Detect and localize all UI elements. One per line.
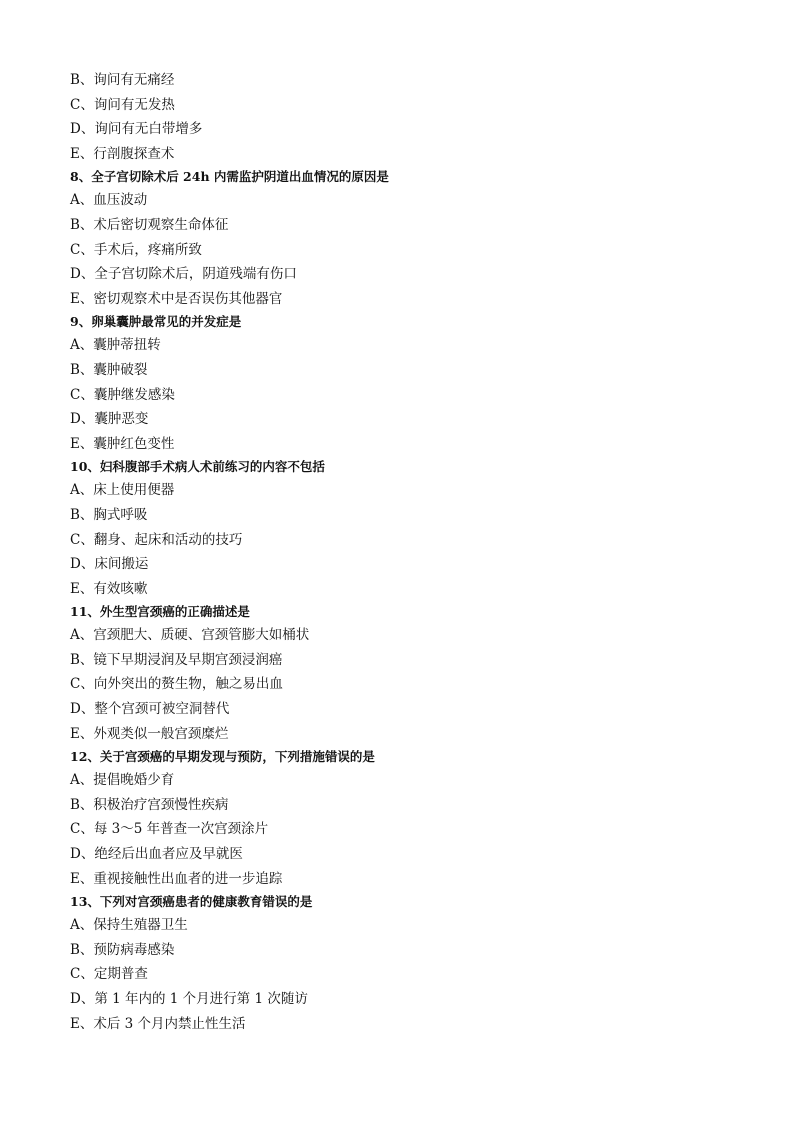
answer-option: A、血压波动 xyxy=(70,192,148,209)
answer-option: C、向外突出的赘生物，触之易出血 xyxy=(70,676,283,693)
answer-option: C、每 3～5 年普查一次宫颈涂片 xyxy=(70,821,269,838)
answer-option: E、外观类似一般宫颈糜烂 xyxy=(70,725,229,742)
question-stem: 8、全子宫切除术后 24h 内需监护阴道出血情况的原因是 xyxy=(70,169,389,185)
answer-option: B、镜下早期浸润及早期宫颈浸润癌 xyxy=(70,651,283,668)
question-stem: 13、下列对宫颈癌患者的健康教育错误的是 xyxy=(70,894,313,910)
answer-option: D、床间搬运 xyxy=(70,556,149,573)
answer-option: C、手术后，疼痛所致 xyxy=(70,241,202,258)
answer-option: D、全子宫切除术后，阴道残端有伤口 xyxy=(70,266,297,283)
answer-option: D、询问有无白带增多 xyxy=(70,121,203,138)
answer-option: E、行剖腹探查术 xyxy=(70,145,175,162)
answer-option: A、宫颈肥大、质硬、宫颈管膨大如桶状 xyxy=(70,627,310,644)
answer-option: B、术后密切观察生命体征 xyxy=(70,216,229,233)
answer-option: B、囊肿破裂 xyxy=(70,361,148,378)
answer-option: E、密切观察术中是否误伤其他器官 xyxy=(70,290,283,307)
answer-option: B、预防病毒感染 xyxy=(70,941,175,958)
answer-option: A、床上使用便器 xyxy=(70,482,175,499)
answer-option: A、囊肿蒂扭转 xyxy=(70,337,161,354)
answer-option: E、重视接触性出血者的进一步追踪 xyxy=(70,870,283,887)
answer-option: C、定期普查 xyxy=(70,966,148,983)
question-stem: 11、外生型宫颈癌的正确描述是 xyxy=(70,604,250,620)
answer-option: D、绝经后出血者应及早就医 xyxy=(70,846,243,863)
answer-option: C、询问有无发热 xyxy=(70,96,175,113)
answer-option: C、囊肿继发感染 xyxy=(70,386,175,403)
answer-option: E、术后 3 个月内禁止性生活 xyxy=(70,1015,246,1032)
question-list xyxy=(70,68,730,1036)
answer-option: B、积极治疗宫颈慢性疾病 xyxy=(70,796,229,813)
answer-option: C、翻身、起床和活动的技巧 xyxy=(70,531,243,548)
document-page xyxy=(70,68,730,1036)
answer-option: B、胸式呼吸 xyxy=(70,506,148,523)
question-stem: 10、妇科腹部手术病人术前练习的内容不包括 xyxy=(70,459,325,475)
answer-option: D、囊肿恶变 xyxy=(70,411,149,428)
question-stem: 9、卵巢囊肿最常见的并发症是 xyxy=(70,314,242,330)
answer-option: D、整个宫颈可被空洞替代 xyxy=(70,701,230,718)
answer-option: E、有效咳嗽 xyxy=(70,580,148,597)
answer-option: A、提倡晚婚少育 xyxy=(70,772,175,789)
answer-option: E、囊肿红色变性 xyxy=(70,435,175,452)
question-stem: 12、关于宫颈癌的早期发现与预防，下列措施错误的是 xyxy=(70,749,375,765)
answer-option: D、第 1 年内的 1 个月进行第 1 次随访 xyxy=(70,991,308,1007)
answer-option: A、保持生殖器卫生 xyxy=(70,917,188,934)
answer-option: B、询问有无痛经 xyxy=(70,72,175,88)
